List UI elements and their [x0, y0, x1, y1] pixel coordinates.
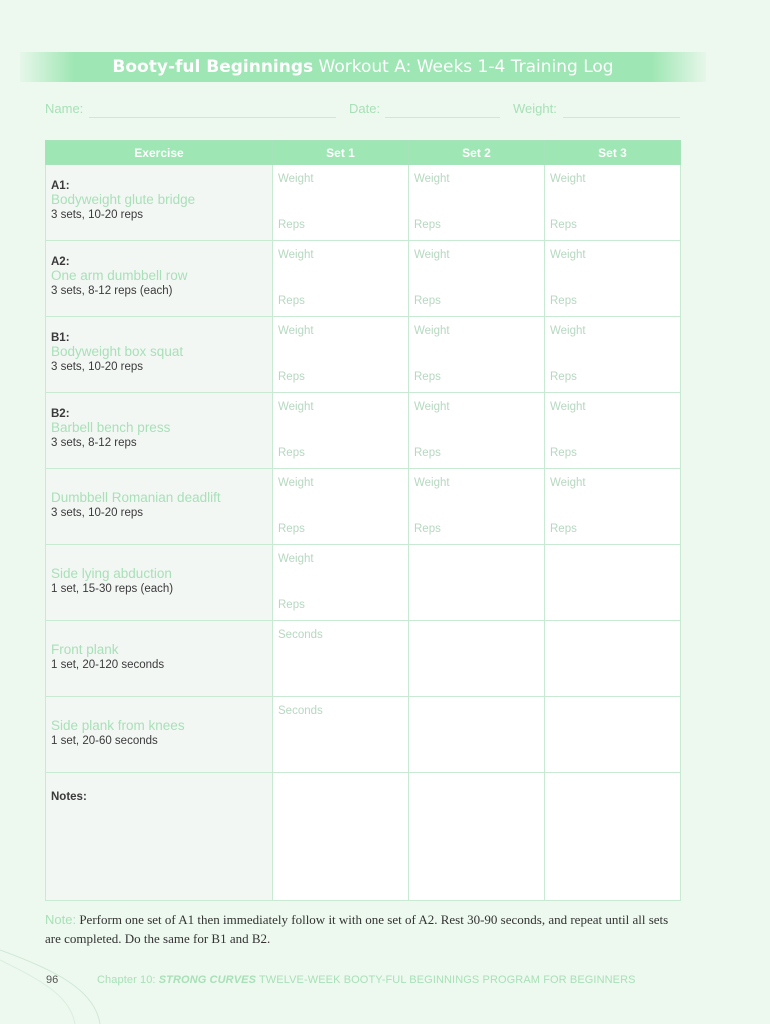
reps-label: Reps	[414, 371, 441, 383]
reps-label: Reps	[278, 523, 305, 535]
reps-label: Reps	[414, 447, 441, 459]
empty-cell	[545, 697, 681, 773]
set-cell[interactable]	[545, 165, 681, 241]
notes-cell[interactable]	[545, 773, 681, 901]
date-line	[385, 117, 500, 118]
exercise-sets: 3 sets, 8-12 reps	[51, 437, 137, 449]
page-title	[20, 52, 706, 82]
date-label: Date:	[349, 101, 381, 116]
reps-label: Reps	[278, 447, 305, 459]
exercise-name: Dumbbell Romanian deadlift	[51, 490, 221, 505]
weight-label: Weight	[414, 249, 450, 261]
chapter-prefix: Chapter 10:	[97, 974, 159, 986]
weight-label: Weight	[414, 173, 450, 185]
weight-label: Weight	[414, 401, 450, 413]
exercise-id: B1:	[51, 332, 70, 344]
header-exercise: Exercise	[46, 141, 273, 165]
set-cell[interactable]	[409, 317, 545, 393]
exercise-sets: 1 set, 20-120 seconds	[51, 659, 165, 671]
exercise-sets: 3 sets, 10-20 reps	[51, 361, 144, 373]
empty-cell	[545, 621, 681, 697]
empty-cell	[409, 621, 545, 697]
reps-label: Reps	[550, 523, 577, 535]
note-label: Note:	[45, 912, 77, 927]
table-row	[46, 317, 681, 393]
weight-label: Weight	[278, 477, 314, 489]
reps-label: Reps	[550, 371, 577, 383]
exercise-cell	[46, 545, 273, 621]
exercise-cell	[46, 393, 273, 469]
set-cell[interactable]	[273, 545, 409, 621]
header-set-1: Set 1	[273, 141, 409, 165]
exercise-name: One arm dumbbell row	[51, 268, 188, 283]
exercise-name: Side lying abduction	[51, 566, 172, 581]
weight-label: Weight	[550, 325, 586, 337]
exercise-name: Bodyweight box squat	[51, 344, 184, 359]
table-row	[46, 545, 681, 621]
table-row	[46, 165, 681, 241]
exercise-sets: 3 sets, 10-20 reps	[51, 507, 144, 519]
set-cell[interactable]	[409, 469, 545, 545]
reps-label: Reps	[550, 295, 577, 307]
header-set-2: Set 2	[409, 141, 545, 165]
exercise-id: A2:	[51, 256, 70, 268]
weight-label: Weight	[550, 401, 586, 413]
table-row	[46, 621, 681, 697]
weight-label: Weight	[550, 249, 586, 261]
reps-label: Reps	[278, 371, 305, 383]
exercise-cell	[46, 317, 273, 393]
exercise-sets: 1 set, 15-30 reps (each)	[51, 583, 174, 595]
header-set-3: Set 3	[545, 141, 681, 165]
weight-label: Weight	[414, 325, 450, 337]
exercise-id: A1:	[51, 180, 70, 192]
training-log-table	[45, 140, 681, 901]
notes-cell[interactable]	[273, 773, 409, 901]
reps-label: Reps	[414, 523, 441, 535]
set-cell[interactable]	[273, 621, 409, 697]
reps-label: Reps	[278, 599, 305, 611]
set-cell[interactable]	[273, 241, 409, 317]
set-cell[interactable]	[409, 393, 545, 469]
exercise-name: Side plank from knees	[51, 718, 185, 733]
note-text: Perform one set of A1 then immediately follow it with one set of A2. Rest 30-90 seconds, and repeat until all sets are completed. Do the same for B1 and B2.	[45, 912, 669, 946]
set-cell[interactable]	[545, 469, 681, 545]
set-cell[interactable]	[409, 165, 545, 241]
weight-label: Weight	[278, 249, 314, 261]
exercise-cell	[46, 469, 273, 545]
empty-cell	[409, 545, 545, 621]
weight-label: Weight	[414, 477, 450, 489]
set-cell[interactable]	[273, 393, 409, 469]
notes-cell[interactable]	[409, 773, 545, 901]
weight-line	[563, 117, 680, 118]
weight-label: Weight	[278, 173, 314, 185]
weight-label: Weight	[278, 325, 314, 337]
chapter-title: TWELVE-WEEK BOOTY-FUL BEGINNINGS PROGRAM FOR BEGINNERS	[256, 974, 636, 986]
exercise-sets: 3 sets, 8-12 reps (each)	[51, 285, 173, 297]
footer-chapter	[97, 974, 636, 986]
note-paragraph	[45, 910, 685, 948]
weight-label: Weight	[278, 553, 314, 565]
exercise-sets: 1 set, 20-60 seconds	[51, 735, 158, 747]
name-label: Name:	[45, 101, 84, 116]
notes-row	[46, 773, 681, 901]
table-row	[46, 241, 681, 317]
set-cell[interactable]	[273, 697, 409, 773]
name-line	[89, 117, 336, 118]
reps-label: Reps	[550, 447, 577, 459]
set-cell[interactable]	[545, 241, 681, 317]
table-row	[46, 469, 681, 545]
exercise-cell	[46, 697, 273, 773]
exercise-cell	[46, 165, 273, 241]
set-cell[interactable]	[273, 317, 409, 393]
table-row	[46, 393, 681, 469]
empty-cell	[545, 545, 681, 621]
book-title: STRONG CURVES	[158, 974, 257, 986]
table-row	[46, 697, 681, 773]
exercise-name: Bodyweight glute bridge	[51, 192, 196, 207]
set-cell[interactable]	[409, 241, 545, 317]
page-number: 96	[46, 974, 59, 986]
exercise-id: B2:	[51, 408, 70, 420]
notes-label: Notes:	[51, 791, 87, 803]
reps-label: Reps	[414, 295, 441, 307]
weight-label: Weight	[550, 173, 586, 185]
set-cell[interactable]	[273, 469, 409, 545]
set-cell[interactable]	[273, 165, 409, 241]
notes-label-cell	[46, 773, 273, 901]
set-cell[interactable]	[545, 317, 681, 393]
reps-label: Reps	[278, 219, 305, 231]
seconds-label: Seconds	[278, 705, 323, 717]
weight-label: Weight	[550, 477, 586, 489]
weight-label: Weight	[278, 401, 314, 413]
exercise-name: Front plank	[51, 642, 119, 657]
title-rest: Workout A: Weeks 1-4 Training Log	[313, 57, 614, 77]
weight-label: Weight:	[513, 101, 557, 116]
exercise-cell	[46, 621, 273, 697]
reps-label: Reps	[278, 295, 305, 307]
set-cell[interactable]	[545, 393, 681, 469]
exercise-cell	[46, 241, 273, 317]
exercise-sets: 3 sets, 10-20 reps	[51, 209, 144, 221]
seconds-label: Seconds	[278, 629, 323, 641]
empty-cell	[409, 697, 545, 773]
exercise-name: Barbell bench press	[51, 420, 171, 435]
table-header-row	[46, 141, 681, 165]
title-bold: Booty-ful Beginnings	[112, 57, 314, 77]
reps-label: Reps	[414, 219, 441, 231]
reps-label: Reps	[550, 219, 577, 231]
